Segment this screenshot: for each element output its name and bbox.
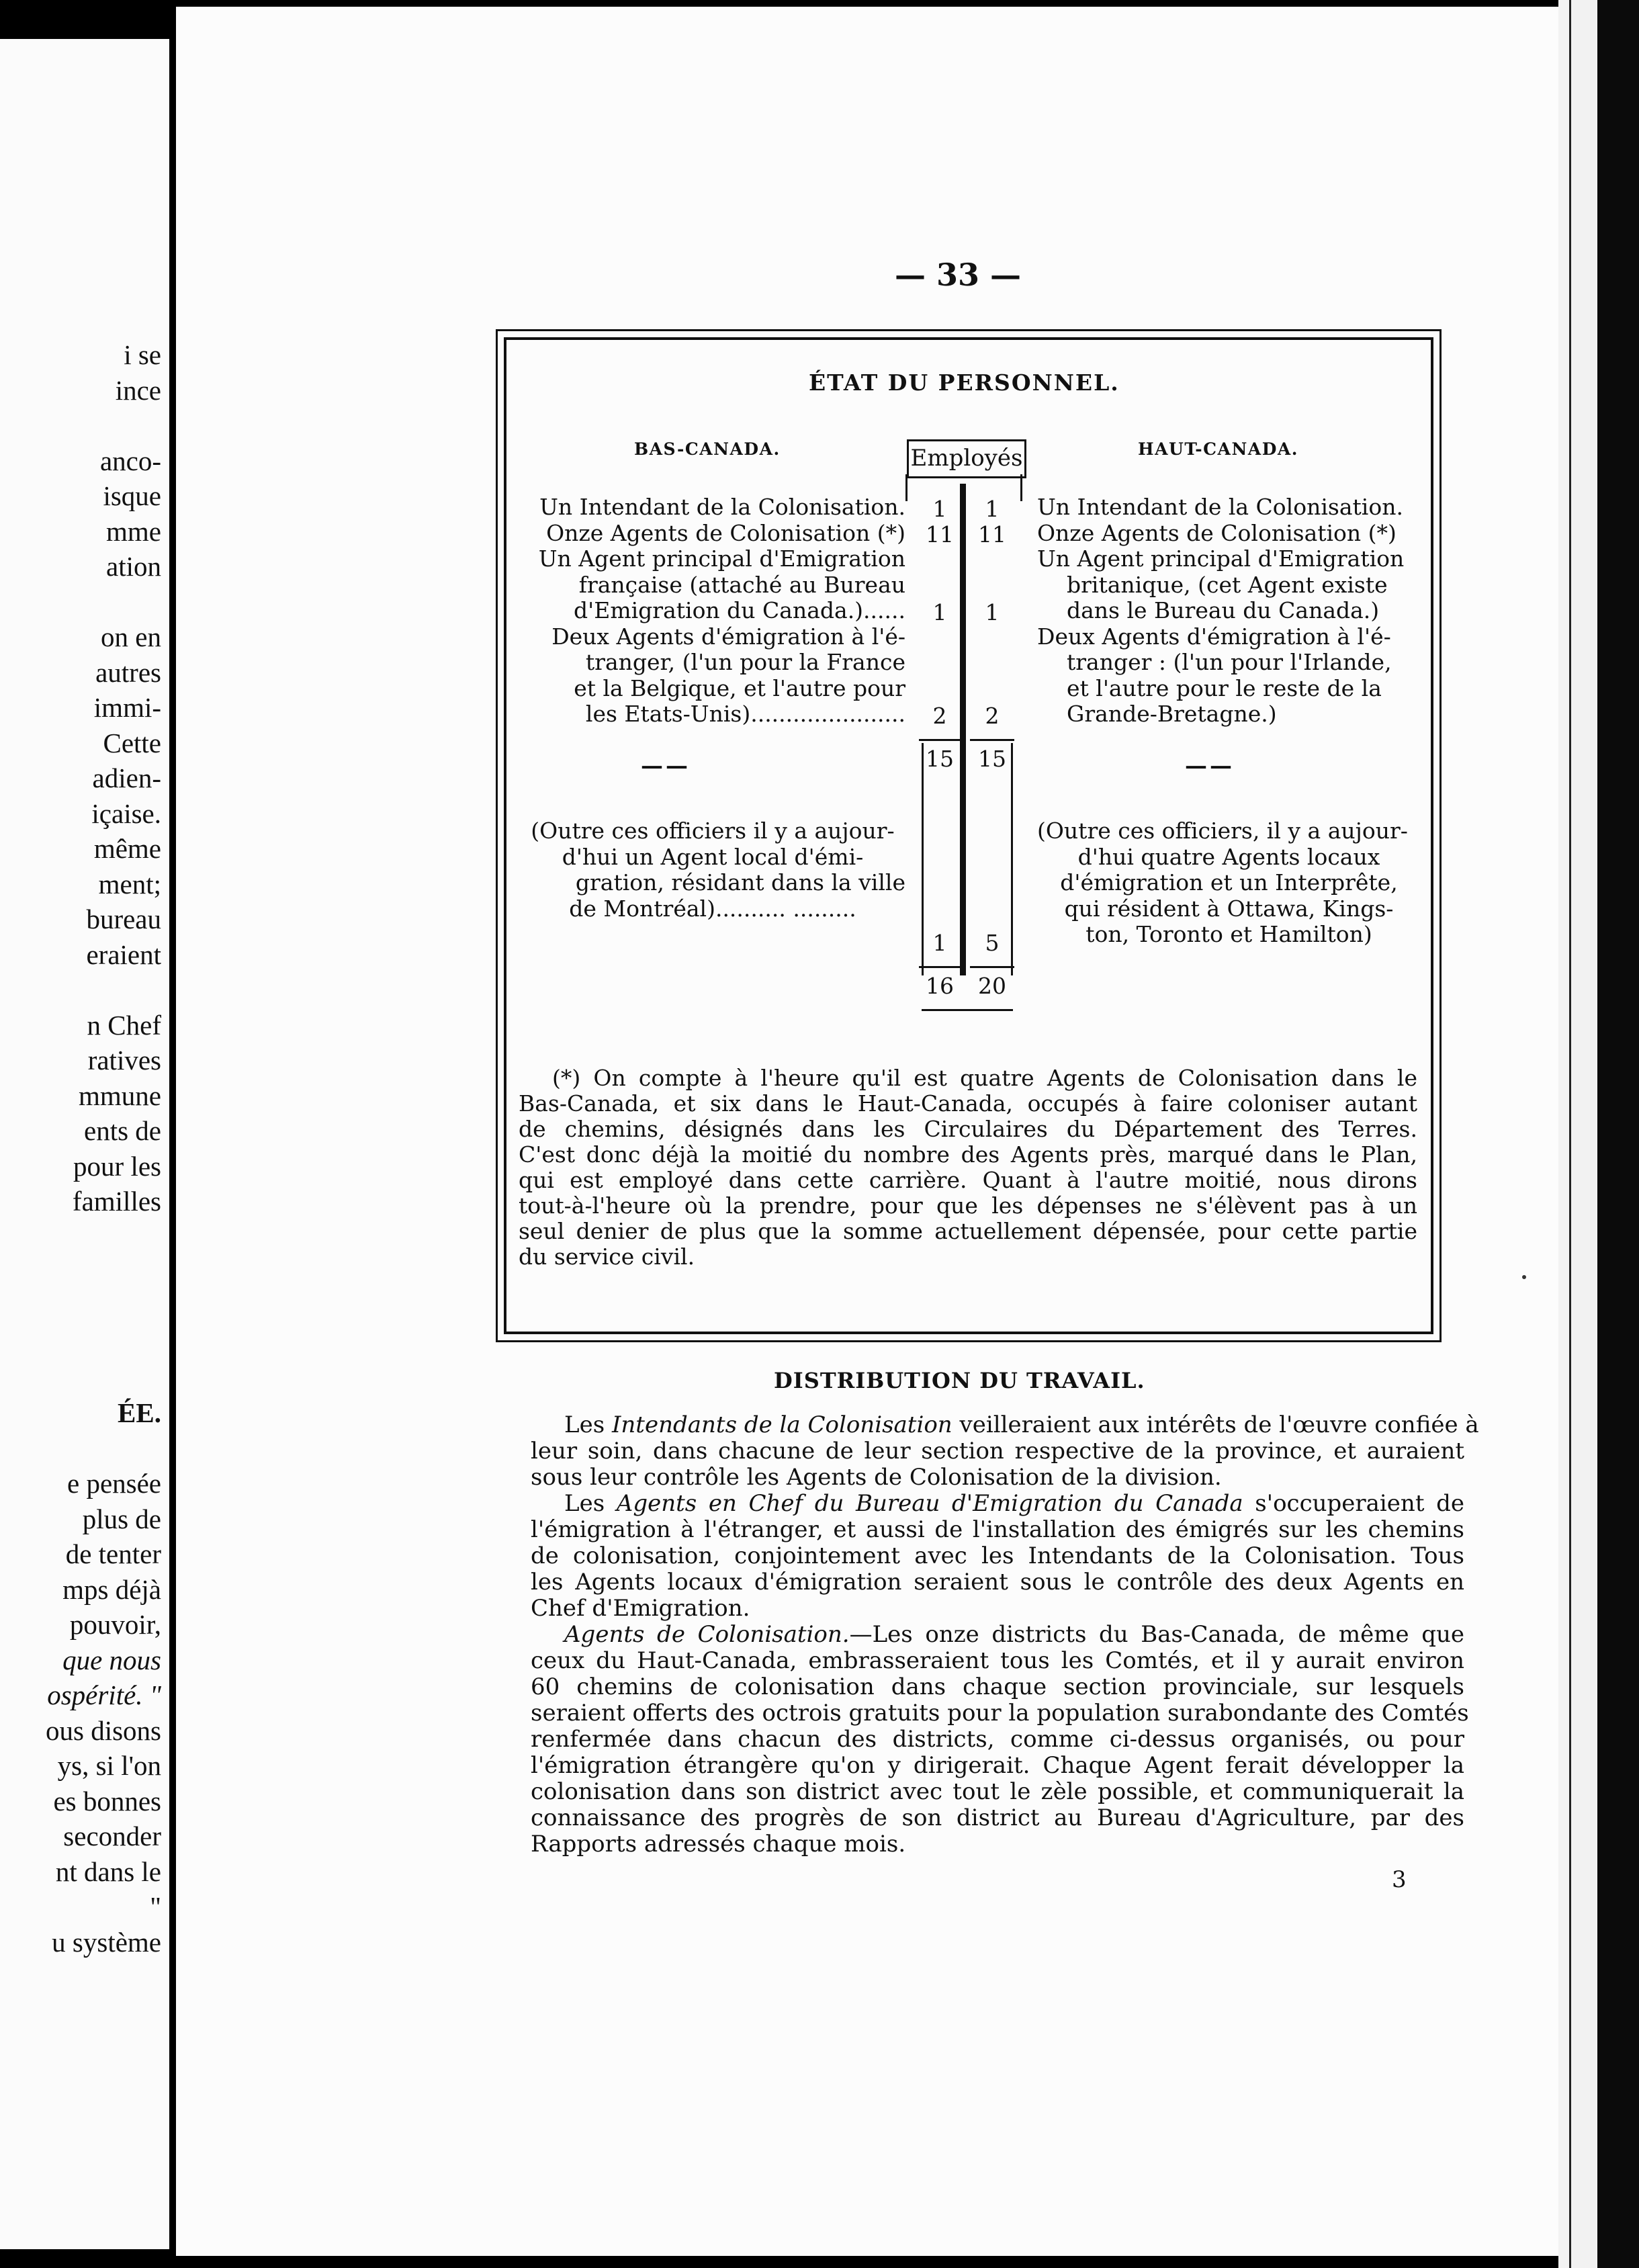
- personnel-table: [504, 337, 1433, 1334]
- bas-canada-heading: BAS-CANADA.: [634, 439, 781, 459]
- facing-page-line: mps déjà: [62, 1573, 161, 1605]
- list-item: qui résident à Ottawa, Kings-: [1064, 895, 1394, 922]
- footnote-line: (*) On compte à l'heure qu'il est quatre Agents de Colonisation dans le: [552, 1065, 1417, 1091]
- count-left: 1: [932, 930, 947, 956]
- facing-page-line: eraient: [86, 939, 161, 970]
- footnote-line: qui est employé dans cette carrière. Quant à l'autre moitié, nous dirons: [519, 1167, 1417, 1193]
- footnote-line: Bas-Canada, et six dans le Haut-Canada, occupés à faire coloniser autant: [519, 1090, 1417, 1117]
- footnote-line: du service civil.: [519, 1244, 695, 1270]
- paragraph-line: Chef d'Emigration.: [531, 1595, 750, 1622]
- paragraph-line: Les Intendants de la Colonisation veilleraient aux intérêts de l'œuvre confiée à: [564, 1411, 1479, 1438]
- section-title: DISTRIBUTION DU TRAVAIL.: [774, 1368, 1145, 1393]
- count-left: 2: [932, 703, 947, 729]
- list-item: Onze Agents de Colonisation (*): [546, 519, 905, 546]
- list-item: les Etats-Unis)......................: [585, 701, 905, 727]
- footnote-line: tout-à-l'heure où la prendre, pour que les dépenses ne s'élèvent pas à un: [519, 1192, 1417, 1219]
- list-item: d'hui un Agent local d'émi-: [562, 843, 864, 870]
- facing-page-line: içaise.: [91, 797, 161, 829]
- facing-page-line: anco-: [99, 445, 161, 476]
- count-right: 11: [978, 521, 1006, 548]
- paragraph-line: de colonisation, conjointement avec les Intendants de la Colonisation. Tous: [531, 1542, 1464, 1569]
- facing-page-line: ous disons: [45, 1714, 161, 1746]
- document-page: [176, 7, 1558, 2256]
- footnote-line: seul denier de plus que la somme actuellement dépensée, pour cette partie: [519, 1218, 1417, 1244]
- page-number: — 33 —: [895, 257, 1022, 293]
- list-item: ton, Toronto et Hamilton): [1086, 921, 1372, 947]
- list-item: française (attaché au Bureau: [578, 571, 905, 598]
- column-rule: [1020, 474, 1022, 501]
- facing-page-line: autres: [95, 656, 161, 688]
- count-right: 20: [978, 973, 1006, 999]
- facing-page-line: seconder: [63, 1821, 161, 1851]
- paragraph-line: les Agents locaux d'émigration seraient sous le contrôle des deux Agents en: [531, 1569, 1464, 1596]
- signature-mark: 3: [1392, 1866, 1407, 1893]
- ink-speck: [1522, 1275, 1526, 1279]
- separator-dash: ——: [1185, 752, 1235, 779]
- employes-heading: Employés: [907, 439, 1026, 478]
- facing-page-line: plus de: [82, 1503, 161, 1534]
- facing-page-line: es bonnes: [53, 1785, 161, 1817]
- bas-canada-column: [520, 494, 905, 922]
- total-rule: [970, 739, 1014, 741]
- facing-page-line: que nous: [62, 1644, 161, 1675]
- facing-page-line: mmune: [79, 1080, 161, 1111]
- facing-page-line: u système: [52, 1926, 161, 1958]
- haut-canada-heading: HAUT-CANADA.: [1138, 439, 1298, 459]
- facing-page-line: ÉE.: [118, 1397, 161, 1428]
- list-item: britanique, (cet Agent existe: [1067, 571, 1388, 598]
- count-right: 5: [985, 930, 1000, 956]
- list-item: Un Agent principal d'Emigration: [1037, 546, 1405, 572]
- list-item: Un Intendant de la Colonisation.: [539, 494, 905, 520]
- paragraph-line: connaissance des progrès de son district au Bureau d'Agriculture, par des: [531, 1804, 1464, 1831]
- total-rule: [919, 739, 963, 741]
- facing-page-line: Cette: [103, 727, 161, 758]
- list-item: Un Agent principal d'Emigration: [538, 546, 905, 572]
- paragraph-line: Rapports adressés chaque mois.: [531, 1831, 906, 1858]
- list-item: Grande-Bretagne.): [1067, 701, 1277, 727]
- paragraph-line: 60 chemins de colonisation dans chaque section provinciale, sur lesquels: [531, 1673, 1464, 1700]
- facing-page-line: pour les: [73, 1150, 161, 1182]
- page-edge-line: [1569, 0, 1571, 2268]
- table-title: ÉTAT DU PERSONNEL.: [809, 369, 1120, 396]
- list-item: dans le Bureau du Canada.): [1067, 597, 1380, 623]
- paragraph-line: leur soin, dans chacune de leur section respective de la province, et auraient: [531, 1438, 1464, 1465]
- facing-page-line: ince: [115, 374, 161, 406]
- list-item: Deux Agents d'émigration à l'é-: [1037, 623, 1391, 650]
- separator-dash: ——: [641, 752, 691, 779]
- facing-page-line: isque: [103, 480, 161, 511]
- facing-page-line: ospérité. ": [47, 1680, 161, 1710]
- page-edge: [1558, 0, 1597, 2268]
- list-item: et l'autre pour le reste de la: [1067, 674, 1382, 701]
- facing-page-line: adien-: [92, 762, 161, 793]
- count-right: 15: [978, 746, 1006, 772]
- facing-page-line: même: [93, 833, 161, 864]
- facing-page-line: ys, si l'on: [57, 1750, 161, 1781]
- total-rule: [922, 1009, 1013, 1011]
- haut-canada-column: [1037, 494, 1421, 948]
- facing-page: [0, 39, 169, 2249]
- column-rule: [905, 474, 907, 501]
- paragraph-line: renfermée dans chacun des districts, comme ci-dessus organisés, ou pour: [531, 1726, 1464, 1753]
- facing-page-line: familles: [72, 1186, 161, 1217]
- paragraph-line: Agents de Colonisation.—Les onze districts du Bas-Canada, de même que: [564, 1621, 1464, 1648]
- count-left: 1: [932, 599, 947, 625]
- count-left: 15: [926, 746, 954, 772]
- list-item: et la Belgique, et l'autre pour: [574, 674, 905, 701]
- list-item: Deux Agents d'émigration à l'é-: [551, 623, 905, 650]
- facing-page-line: nt dans le: [55, 1856, 161, 1887]
- paragraph-line: seraient offerts des octrois gratuits pour la population surabondante des Comtés: [531, 1700, 1469, 1727]
- scan-border: [1597, 0, 1639, 2268]
- facing-page-line: i se: [124, 339, 161, 370]
- facing-page-line: ratives: [87, 1045, 161, 1076]
- list-item: gration, résidant dans la ville: [575, 869, 905, 896]
- total-rule: [919, 966, 963, 968]
- list-item: Un Intendant de la Colonisation.: [1037, 494, 1403, 520]
- count-right: 1: [985, 496, 1000, 522]
- facing-page-line: pouvoir,: [69, 1609, 161, 1640]
- paragraph-line: l'émigration étrangère qu'on y dirigerait. Chaque Agent ferait développer la: [531, 1752, 1464, 1779]
- paragraph-line: ceux du Haut-Canada, embrasseraient tous les Comtés, et il y aurait environ: [531, 1647, 1464, 1674]
- paragraph-line: colonisation dans son district avec tout le zèle possible, et communiquerait la: [531, 1778, 1464, 1805]
- footnote-line: de chemins, désignés dans les Circulaires du Département des Terres.: [519, 1116, 1417, 1142]
- facing-page-line: ation: [106, 551, 161, 582]
- facing-page-line: de tenter: [65, 1538, 161, 1569]
- paragraph-line: sous leur contrôle les Agents de Colonisation de la division.: [531, 1464, 1222, 1491]
- facing-page-line: n Chef: [87, 1009, 161, 1041]
- facing-page-line: e pensée: [67, 1468, 161, 1499]
- table-footnote: [519, 1065, 1417, 1270]
- paragraph-line: Les Agents en Chef du Bureau d'Emigration du Canada s'occuperaient de: [564, 1490, 1464, 1517]
- list-item: d'émigration et un Interprête,: [1060, 869, 1398, 896]
- facing-page-line: mme: [106, 515, 161, 547]
- total-rule: [970, 966, 1014, 968]
- facing-page-line: on en: [101, 621, 161, 652]
- list-item: tranger : (l'un pour l'Irlande,: [1067, 649, 1392, 675]
- count-left: 1: [932, 496, 947, 522]
- list-item: d'hui quatre Agents locaux: [1077, 843, 1380, 870]
- list-item: tranger, (l'un pour la France: [585, 649, 905, 675]
- facing-page-line: bureau: [86, 904, 161, 934]
- list-item: d'Emigration du Canada.)......: [574, 597, 905, 623]
- column-divider: [960, 484, 966, 975]
- facing-page-line: ents de: [84, 1115, 161, 1146]
- count-left: 16: [926, 973, 954, 999]
- facing-page-line: ": [150, 1891, 161, 1922]
- list-item: (Outre ces officiers il y a aujour-: [531, 818, 895, 844]
- list-item: Onze Agents de Colonisation (*): [1037, 519, 1397, 546]
- facing-page-line: ment;: [98, 868, 161, 900]
- count-right: 1: [985, 599, 1000, 625]
- distribution-text: [531, 1411, 1479, 1858]
- list-item: de Montréal).......... .........: [569, 895, 856, 922]
- paragraph-line: l'émigration à l'étranger, et aussi de l'installation des émigrés sur les chemins: [531, 1516, 1464, 1543]
- list-item: (Outre ces officiers, il y a aujour-: [1037, 818, 1408, 844]
- count-right: 2: [985, 703, 1000, 729]
- footnote-line: C'est donc déjà la moitié du nombre des Agents près, marqué dans le Plan,: [519, 1141, 1417, 1168]
- facing-page-line: immi-: [93, 692, 161, 723]
- count-left: 11: [926, 521, 954, 548]
